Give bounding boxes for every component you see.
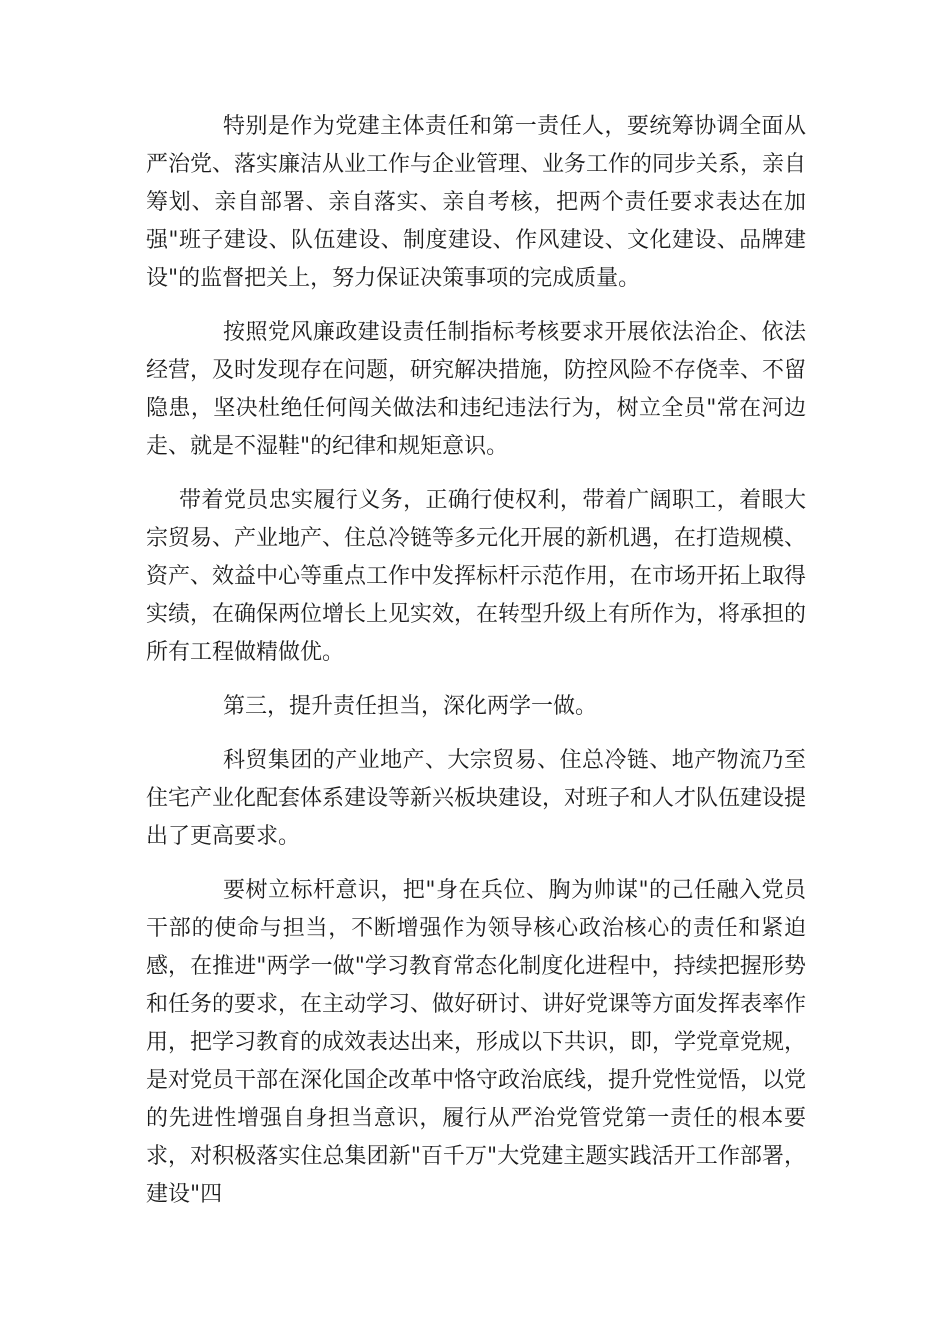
- paragraph-party-responsibility: 特别是作为党建主体责任和第一责任人，要统筹协调全面从严治党、落实廉洁从业工作与企业管理、业务工作的同步关系，亲自筹划、亲自部署、亲自落实、亲自考核，把两个责任要求表达在加强"班子建设、队伍建设、制度建设、作风建设、文化建设、品牌建设"的监督把关上，努力保证决策事项的完成质量。: [146, 114, 807, 291]
- paragraph-anti-corruption: 按照党风廉政建设责任制指标考核要求开展依法治企、依法经营，及时发现存在问题，研究解决措施，防控风险不存侥幸、不留隐患，坚决杜绝任何闯关做法和违纪违法行为，树立全员"常在河边走、就是不湿鞋"的纪律和规矩意识。: [146, 320, 807, 459]
- paragraph-section-three-heading: 第三，提升责任担当，深化两学一做。: [223, 694, 598, 719]
- paragraph-group-business: 科贸集团的产业地产、大宗贸易、住总冷链、地产物流乃至住宅产业化配套体系建设等新兴板块建设，对班子和人才队伍建设提出了更高要求。: [146, 748, 807, 849]
- document-body: [146, 108, 806, 1230]
- paragraph-benchmark-awareness: 要树立标杆意识，把"身在兵位、胸为帅谋"的己任融入党员干部的使命与担当，不断增强作为领导核心政治核心的责任和紧迫感，在推进"两学一做"学习教育常态化制度化进程中，持续把握形势和任务的要求，在主动学习、做好研讨、讲好党课等方面发挥表率作用，把学习教育的成效表达出来，形成以下共识，即，学党章党规，是对党员干部在深化国企改革中恪守政治底线，提升党性觉悟，以党的先进性增强自身担当意识，履行从严治党管党第一责任的根本要求，对积极落实住总集团新"百千万"大党建主题实践活开工作部署，建设"四: [146, 878, 807, 1207]
- paragraph-party-members: 带着党员忠实履行义务，正确行使权利，带着广阔职工，着眼大宗贸易、产业地产、住总冷链等多元化开展的新机遇，在打造规模、资产、效益中心等重点工作中发挥标杆示范作用，在市场开拓上取得实绩，在确保两位增长上见实效，在转型升级上有所作为，将承担的所有工程做精做优。: [146, 488, 807, 665]
